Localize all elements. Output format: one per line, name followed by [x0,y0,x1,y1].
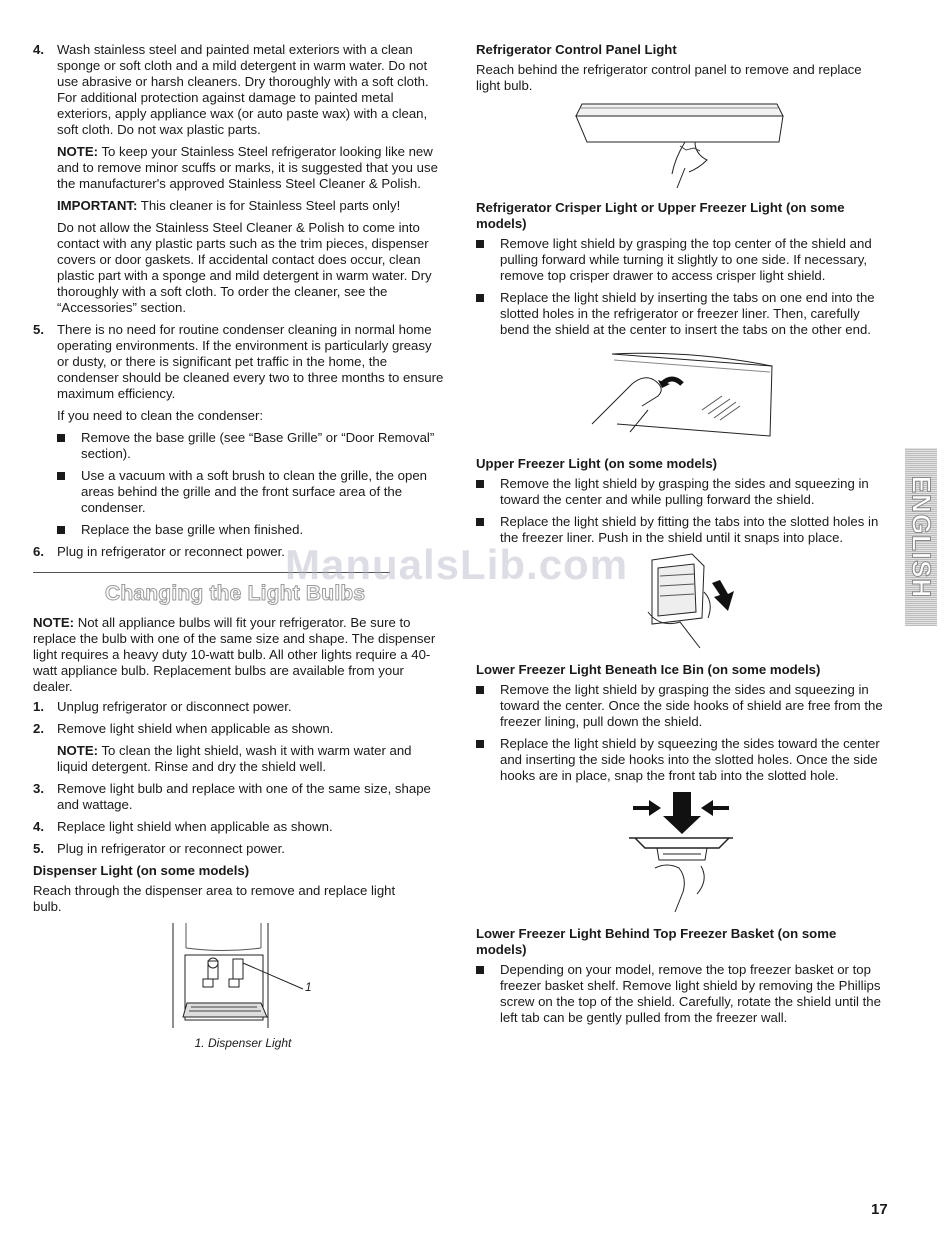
note-stainless-cleaner: NOTE: To keep your Stainless Steel refrigerator looking like new and to remove minor scuffs or marks, it is suggested that you use the manufacturer's approved Stainless Steel Cleaner & Polish. [57,144,438,191]
dispenser-heading: Dispenser Light (on some models) [33,863,250,878]
important-note: IMPORTANT: This cleaner is for Stainless Steel parts only! [57,198,401,213]
control-panel-text: Reach behind the refrigerator control panel to remove and replace light bulb. [476,62,862,93]
language-side-tab: ENGLISH [905,448,937,626]
callout-1: 1 [305,980,312,994]
watermark: ManualsLib.com [285,541,629,588]
bulb-step: 3. Remove light bulb and replace with one of the same size, shape and wattage. [33,781,431,812]
upper-freezer-heading: Upper Freezer Light (on some models) [476,456,718,471]
condenser-bullet: Use a vacuum with a soft brush to clean the grille, the open areas behind the grille and the front surface area of the condenser. [33,468,445,516]
bullet-square [476,518,484,526]
ice-bin-bullet: Replace the light shield by squeezing the sides toward the center and inserting the side hooks into the slotted holes. Once the side hooks are in place, snap the front tab into the slotted hole. [476,736,888,784]
contact-warning: Do not allow the Stainless Steel Cleaner & Polish to come into contact with any plastic parts such as the trim pieces, dispenser covers or door gaskets. If accidental contact does occur, clean plastic part with a sponge and mild detergent in warm water. Dry thoroughly with a soft cloth. To order the cleaner, see the “Accessories” section. [57,220,432,315]
bullet-square [476,240,484,248]
crisper-bullet: Replace the light shield by inserting the tabs on one end into the slotted holes in the refrigerator or freezer liner. Then, carefully bend the shield at the center to insert the tabs on the other end. [476,290,888,338]
right-column [476,42,888,1032]
bullet-square [476,686,484,694]
dispenser-text: Reach through the dispenser area to remove and replace light bulb. [33,883,396,914]
condenser-intro: If you need to clean the condenser: [57,408,264,423]
condenser-bullet: Replace the base grille when finished. [33,522,445,538]
basket-heading: Lower Freezer Light Behind Top Freezer Basket (on some models) [476,926,837,957]
step-5-condenser: 5. There is no need for routine condenser cleaning in normal home operating environments. If the environment is particularly greasy or dusty, or there is significant pet traffic in the home, the condenser should be cleaned every two to three months to ensure maximum efficiency. [33,322,444,401]
bullet-square [476,740,484,748]
bulb-step: 4. Replace light shield when applicable as shown. [33,819,333,834]
bullet-square [476,480,484,488]
bulb-step: 5. Plug in refrigerator or reconnect power. [33,841,285,856]
ice-bin-light-illustration [627,790,737,916]
basket-bullet: Depending on your model, remove the top freezer basket or top freezer basket shelf. Remove light shield by removing the Phillips screw on the top of the shield. Carefully, rotate the shield until the left tab can be gently pulled from the freezer wall. [476,962,888,1026]
bulb-note: NOTE: Not all appliance bulbs will fit your refrigerator. Be sure to replace the bulb with one of the same size and shape. The dispenser light requires a heavy duty 10-watt bulb. All other lights require a 40-watt appliance bulb. Replacement bulbs are available from your dealer. [33,615,436,694]
crisper-bullet: Remove light shield by grasping the top center of the shield and pulling forward while turning it slightly to one side. If necessary, remove top crisper drawer to access crisper light shield. [476,236,888,284]
condenser-bullet: Remove the base grille (see “Base Grille” or “Door Removal” section). [33,430,445,462]
bullet-square [476,966,484,974]
step-6-power: 6. Plug in refrigerator or reconnect power. [33,544,285,559]
bulb-step: 1. Unplug refrigerator or disconnect power. [33,699,292,714]
page-number: 17 [871,1201,888,1218]
upper-freezer-bullet: Replace the light shield by fitting the tabs into the slotted holes in the freezer liner. Push in the shield until it snaps into place. [476,514,888,546]
bullet-square [57,472,65,480]
dispenser-light-illustration [143,923,443,1033]
bullet-square [476,294,484,302]
step-4-cleaning: 4. Wash stainless steel and painted metal exteriors with a clean sponge or soft cloth and a mild detergent in warm water. Do not use abrasive or harsh cleaners. Dry thoroughly with a soft cloth. For additional protection against damage to painted metal exteriors, apply appliance wax (or auto paste wax) with a clean, soft cloth. Do not wax plastic parts. [33,42,429,137]
dispenser-figure [33,923,445,1048]
bullet-square [57,526,65,534]
shield-cleaning-note: NOTE: To clean the light shield, wash it with warm water and liquid detergent. Rinse and dry the shield well. [57,743,412,774]
crisper-shield-illustration [582,344,782,442]
ice-bin-heading: Lower Freezer Light Beneath Ice Bin (on some models) [476,662,821,677]
ice-bin-bullet: Remove the light shield by grasping the sides and squeezing in toward the center. Once the side hooks of shield are free from the freezer lining, pull down the shield. [476,682,888,730]
section-title: Changing the Light Bulbs [105,582,366,605]
crisper-heading: Refrigerator Crisper Light or Upper Freezer Light (on some models) [476,200,845,231]
upper-freezer-bullet: Remove the light shield by grasping the sides and squeezing in toward the center and while pulling forward the shield. [476,476,888,508]
upper-freezer-illustration [622,552,742,652]
bulb-step: 2. Remove light shield when applicable as shown. [33,721,334,736]
figure-caption: 1. Dispenser Light [194,1036,292,1050]
control-panel-heading: Refrigerator Control Panel Light [476,42,677,57]
control-panel-illustration [567,98,797,190]
bullet-square [57,434,65,442]
